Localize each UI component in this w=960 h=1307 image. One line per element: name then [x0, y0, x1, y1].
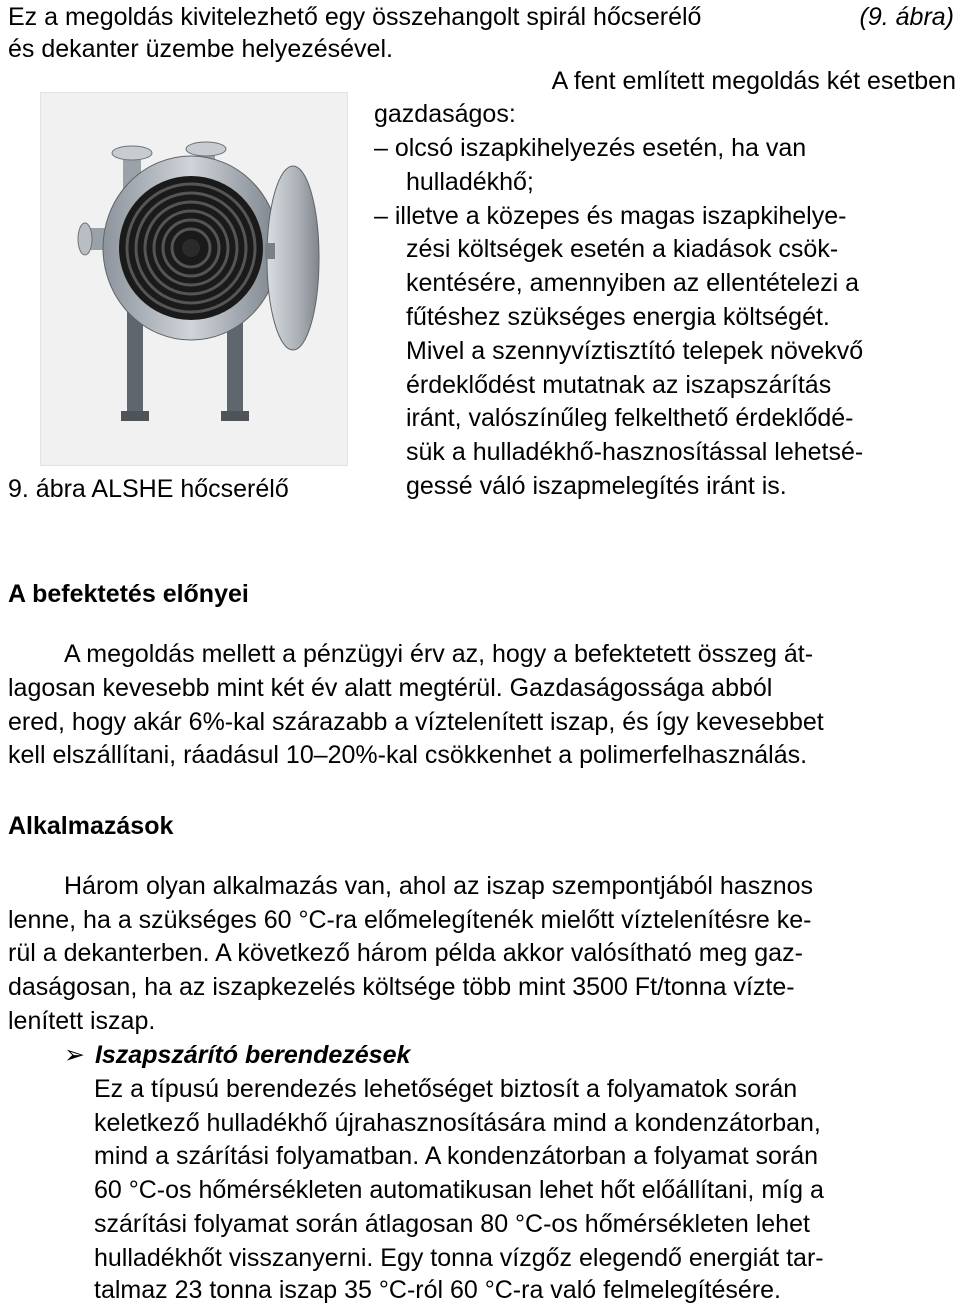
intro-line-2: és dekanter üzembe helyezésével. — [8, 35, 393, 63]
bullet-item — [64, 1038, 410, 1072]
bullet-line: talmaz 23 tonna iszap 35 °C-ról 60 °C-ra való felmelegítésére. — [94, 1276, 781, 1304]
bullet-title: Iszapszárító berendezések — [94, 1041, 411, 1069]
bullet-line: szárítási folyamat során átlagosan 80 °C-os hőmérsékleten lehet — [94, 1210, 810, 1238]
bullet-line: Ez a típusú berendezés lehetőséget biztosít a folyamatok során — [94, 1075, 798, 1103]
paragraph-line: kell elszállítani, ráadásul 10–20%-kal csökkenhet a polimerfelhasználás. — [8, 741, 808, 769]
side-line: hulladékhő; — [406, 168, 534, 196]
intro-text: Ez a megoldás kivitelezhető egy összehangolt spirál hőcserélő — [8, 3, 702, 31]
side-line: gazdaságos: — [374, 100, 516, 128]
paragraph-line: lenne, ha a szükséges 60 °C-ra előmelegítenék mielőtt víztelenítésre ke- — [8, 906, 812, 934]
paragraph-line: lagosan kevesebb mint két év alatt megtérül. Gazdaságossága abból — [8, 674, 773, 702]
paragraph-line: A megoldás mellett a pénzügyi érv az, hogy a befektetett összeg át- — [64, 640, 814, 668]
side-line: fűtéshez szükséges energia költségét. — [406, 303, 830, 331]
side-line: A fent említett megoldás két esetben — [551, 67, 956, 95]
bullet-line: hulladékhőt visszanyerni. Egy tonna vízgőz elegendő energiát tar- — [94, 1244, 824, 1272]
bullet-line: keletkező hulladékhő újrahasznosítására mind a kondenzátorban, — [94, 1109, 821, 1137]
side-line: – illetve a közepes és magas iszapkihelye- — [374, 202, 847, 230]
side-line: iránt, valószínűleg felkelthető érdeklődé- — [406, 404, 854, 432]
paragraph-line: rül a dekanterben. A következő három példa akkor valósítható meg gaz- — [8, 939, 803, 967]
heat-exchanger-figure — [40, 92, 348, 466]
spiral-heat-exchanger-photo — [41, 93, 347, 465]
paragraph-line: lenített iszap. — [8, 1007, 156, 1035]
arrow-bullet-icon: ➢ — [64, 1041, 85, 1069]
paragraph-line: Három olyan alkalmazás van, ahol az iszap szempontjából hasznos — [64, 872, 813, 900]
figure-reference: (9. ábra) — [859, 3, 954, 31]
section-heading-applications: Alkalmazások — [8, 812, 174, 840]
side-line: sük a hulladékhő-hasznosítással lehetsé- — [406, 438, 864, 466]
paragraph-line: daságosan, ha az iszapkezelés költsége több mint 3500 Ft/tonna vízte- — [8, 973, 795, 1001]
bullet-line: mind a szárítási folyamatban. A kondenzátorban a folyamat során — [94, 1142, 819, 1170]
side-line: zési költségek esetén a kiadások csök- — [406, 235, 839, 263]
side-line: – olcsó iszapkihelyezés esetén, ha van — [374, 134, 807, 162]
section-heading-benefits: A befektetés előnyei — [8, 580, 249, 608]
side-line: érdeklődést mutatnak az iszapszárítás — [406, 371, 832, 399]
side-line: Mivel a szennyvíztisztító telepek növekvő — [406, 337, 864, 365]
intro-line-1 — [8, 0, 954, 34]
side-line: gessé váló iszapmelegítés iránt is. — [406, 472, 787, 500]
side-line: kentésére, amennyiben az ellentételezi a — [406, 269, 860, 297]
paragraph-line: ered, hogy akár 6%-kal szárazabb a víztelenített iszap, és így kevesebbet — [8, 708, 824, 736]
bullet-line: 60 °C-os hőmérsékleten automatikusan lehet hőt előállítani, míg a — [94, 1176, 824, 1204]
figure-caption: 9. ábra ALSHE hőcserélő — [8, 475, 289, 503]
